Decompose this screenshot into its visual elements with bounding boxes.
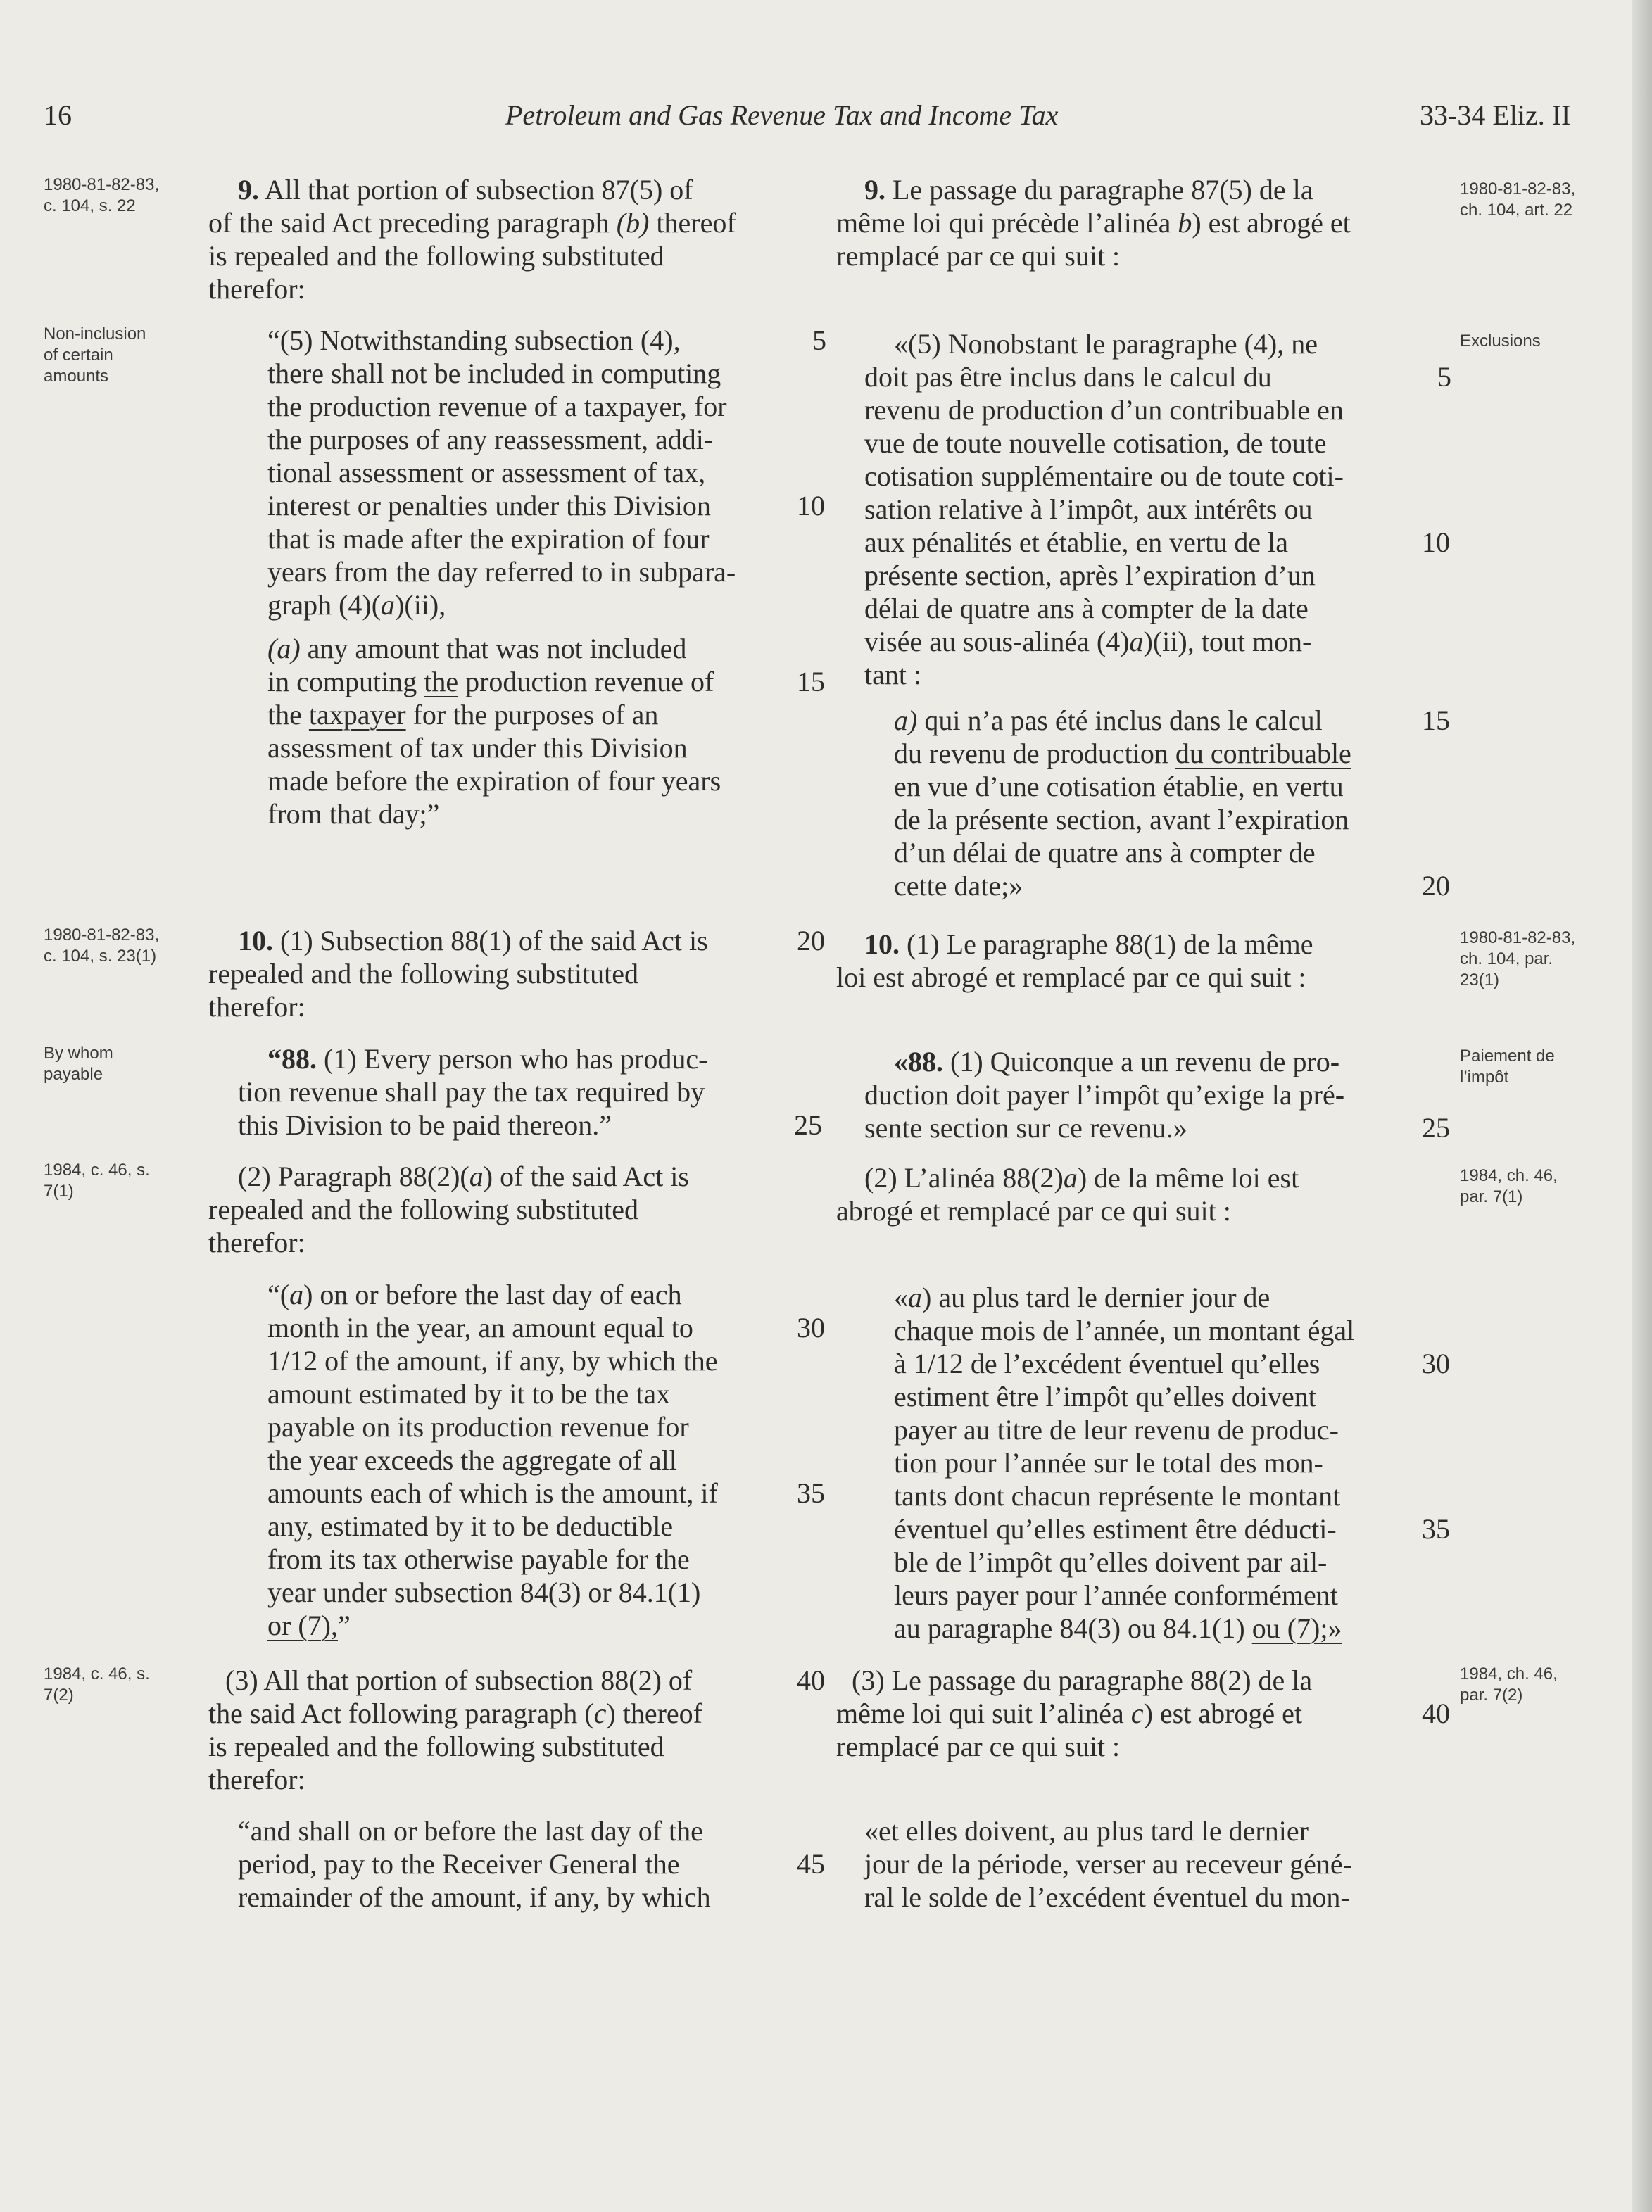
- text-line-en: therefor:: [208, 1227, 305, 1258]
- text-line-fr: tion pour l’année sur le total des mon-: [894, 1447, 1323, 1479]
- text-line-en: amounts each of which is the amount, if: [267, 1477, 718, 1509]
- subsection-2-en: (2) Paragraph 88(2)(a) of the said Act is: [238, 1161, 689, 1192]
- margin-note-fr: Paiement de l’impôt: [1460, 1047, 1555, 1087]
- text-line-fr: éventuel qu’elles estiment être déducti-: [894, 1513, 1337, 1545]
- line-number-en: 5: [812, 324, 826, 356]
- text-line-fr: tants dont chacun représente le montant: [894, 1480, 1341, 1512]
- line-number-fr: 20: [1422, 870, 1450, 902]
- text-line-fr: chaque mois de l’année, un montant égal: [894, 1315, 1355, 1346]
- text-line-fr: présente section, après l’expiration d’un: [864, 560, 1316, 591]
- text-line-fr: «(5) Nonobstant le paragraphe (4), ne: [894, 328, 1318, 360]
- text-line-en: the taxpayer for the purposes of an: [267, 699, 659, 731]
- text-line-en: 1/12 of the amount, if any, by which the: [267, 1345, 718, 1377]
- text-line-fr: visée au sous-alinéa (4)a)(ii), tout mon-: [864, 626, 1312, 657]
- text-line-fr: remplacé par ce qui suit :: [836, 240, 1121, 272]
- text-line-fr: cette date;»: [894, 870, 1023, 902]
- section-10-en: 10. (1) Subsection 88(1) of the said Act is: [238, 925, 708, 956]
- line-number-fr: 35: [1422, 1513, 1450, 1545]
- text-line-en: that is made after the expiration of four: [267, 523, 710, 555]
- regnal-year: 33-34 Eliz. II: [1420, 99, 1571, 131]
- text-line-en: amount estimated by it to be the tax: [267, 1378, 671, 1410]
- text-line-fr: sente section sur ce revenu.»: [864, 1112, 1187, 1144]
- text-line-en: the said Act following paragraph (c) thereof: [208, 1698, 702, 1729]
- text-line-fr: à 1/12 de l’excédent éventuel qu’elles: [894, 1348, 1320, 1379]
- line-number-en: 10: [797, 490, 825, 522]
- text-line-fr: du revenu de production du contribuable: [894, 738, 1351, 769]
- text-line-fr: en vue d’une cotisation établie, en vertu: [894, 771, 1344, 802]
- section-88-fr: «88. (1) Quiconque a un revenu de pro-: [894, 1046, 1340, 1077]
- line-number-en: 15: [797, 666, 825, 697]
- line-number-fr: 25: [1422, 1112, 1450, 1144]
- paragraph-a-fr: a) qui n’a pas été inclus dans le calcul: [894, 704, 1323, 736]
- text-line-en: period, pay to the Receiver General the: [238, 1848, 680, 1880]
- text-line-en: month in the year, an amount equal to: [267, 1312, 693, 1344]
- text-line-en: is repealed and the following substituted: [208, 240, 664, 272]
- text-line-en: graph (4)(a)(ii),: [267, 589, 446, 621]
- section-9-fr: 9. Le passage du paragraphe 87(5) de la: [864, 174, 1313, 206]
- margin-note-fr: 1984, ch. 46, par. 7(2): [1460, 1664, 1558, 1705]
- text-line-fr: ble de l’impôt qu’elles doivent par ail-: [894, 1546, 1328, 1578]
- text-line-en: therefor:: [208, 991, 305, 1023]
- text-line-en: interest or penalties under this Division: [267, 490, 711, 522]
- text-line-en: “and shall on or before the last day of the: [238, 1815, 703, 1847]
- text-line-fr: remplacé par ce qui suit :: [836, 1731, 1121, 1762]
- text-line-fr: duction doit payer l’impôt qu’exige la pré-: [864, 1079, 1345, 1111]
- text-line-en: any, estimated by it to be deductible: [267, 1510, 674, 1542]
- text-line-en: there shall not be included in computing: [267, 358, 721, 389]
- text-line-en: repealed and the following substituted: [208, 958, 638, 990]
- line-number-en: 20: [797, 925, 825, 956]
- text-line-en: payable on its production revenue for: [267, 1411, 689, 1443]
- text-line-fr: vue de toute nouvelle cotisation, de toute: [864, 427, 1327, 459]
- margin-note-en: 1980-81-82-83, c. 104, s. 22: [44, 175, 160, 215]
- line-number-fr: 15: [1422, 704, 1450, 736]
- paragraph-a-quote-en: “(a) on or before the last day of each: [267, 1279, 682, 1310]
- text-line-en: remainder of the amount, if any, by which: [238, 1881, 711, 1913]
- page-edge-shadow: [1632, 0, 1652, 2212]
- margin-note-en: 1980-81-82-83, c. 104, s. 23(1): [44, 925, 160, 966]
- text-line-en: this Division to be paid thereon.”: [238, 1109, 612, 1141]
- text-line-en: the year exceeds the aggregate of all: [267, 1444, 677, 1476]
- text-line-fr: estiment être l’impôt qu’elles doivent: [894, 1381, 1316, 1412]
- text-line-en: from its tax otherwise payable for the: [267, 1543, 690, 1575]
- paragraph-a-en: (a) any amount that was not included: [267, 633, 687, 664]
- margin-note-en: 1984, c. 46, s. 7(1): [44, 1161, 150, 1201]
- paragraph-a-quote-fr: «a) au plus tard le dernier jour de: [894, 1282, 1270, 1313]
- text-line-fr: même loi qui suit l’alinéa c) est abrogé et: [836, 1698, 1303, 1729]
- line-number-en: 30: [797, 1312, 825, 1344]
- text-line-fr: revenu de production d’un contribuable en: [864, 394, 1344, 426]
- text-line-fr: tant :: [864, 659, 922, 690]
- line-number-fr: 40: [1422, 1698, 1450, 1729]
- text-line-en: tional assessment or assessment of tax,: [267, 457, 706, 488]
- text-line-en: assessment of tax under this Division: [267, 732, 688, 764]
- margin-note-en: Non-inclusion of certain amounts: [44, 324, 146, 386]
- text-line-fr: abrogé et remplacé par ce qui suit :: [836, 1195, 1231, 1227]
- margin-note-en: By whom payable: [44, 1044, 113, 1084]
- text-line-en: is repealed and the following substituted: [208, 1731, 664, 1762]
- text-line-fr: sation relative à l’impôt, aux intérêts ou: [864, 493, 1313, 525]
- line-number-en: 45: [797, 1848, 825, 1880]
- text-line-fr: loi est abrogé et remplacé par ce qui suit :: [836, 961, 1306, 993]
- line-number-fr: 5: [1437, 361, 1451, 393]
- text-line-en: from that day;”: [267, 798, 440, 830]
- text-line-fr: «et elles doivent, au plus tard le dernier: [864, 1815, 1309, 1847]
- text-line-fr: doit pas être inclus dans le calcul du: [864, 361, 1272, 393]
- section-10-fr: 10. (1) Le paragraphe 88(1) de la même: [864, 928, 1313, 960]
- line-number-fr: 30: [1422, 1348, 1450, 1379]
- text-line-fr: payer au titre de leur revenu de produc-: [894, 1414, 1339, 1446]
- section-88-en: “88. (1) Every person who has produc-: [267, 1043, 708, 1075]
- text-line-fr: d’un délai de quatre ans à compter de: [894, 837, 1316, 868]
- text-line-en: tion revenue shall pay the tax required by: [238, 1076, 705, 1108]
- text-line-en: “(5) Notwithstanding subsection (4),: [267, 324, 681, 356]
- subsection-3-en: (3) All that portion of subsection 88(2) of: [225, 1664, 693, 1696]
- text-line-fr: même loi qui précède l’alinéa b) est abrogé et: [836, 207, 1351, 239]
- text-line-fr: de la présente section, avant l’expiration: [894, 804, 1349, 835]
- margin-note-en: 1984, c. 46, s. 7(2): [44, 1664, 150, 1705]
- text-line-en: made before the expiration of four years: [267, 765, 721, 797]
- subsection-3-fr: (3) Le passage du paragraphe 88(2) de la: [852, 1664, 1313, 1696]
- line-number-fr: 10: [1422, 526, 1450, 558]
- text-line-en: therefor:: [208, 273, 305, 305]
- line-number-en: 25: [794, 1109, 822, 1141]
- margin-note-fr: 1980-81-82-83, ch. 104, par. 23(1): [1460, 928, 1576, 990]
- text-line-en: the production revenue of a taxpayer, for: [267, 391, 727, 422]
- text-line-en: year under subsection 84(3) or 84.1(1): [267, 1576, 701, 1608]
- text-line-fr: au paragraphe 84(3) ou 84.1(1) ou (7);»: [894, 1612, 1342, 1644]
- margin-note-fr: Exclusions: [1460, 331, 1541, 350]
- text-line-en: therefor:: [208, 1764, 305, 1795]
- running-title: Petroleum and Gas Revenue Tax and Income Tax: [505, 99, 1059, 131]
- subsection-2-fr: (2) L’alinéa 88(2)a) de la même loi est: [864, 1162, 1299, 1194]
- line-number-en: 35: [797, 1477, 825, 1509]
- line-number-en: 40: [797, 1664, 825, 1696]
- text-line-en: of the said Act preceding paragraph (b) thereof: [208, 207, 736, 239]
- text-line-fr: aux pénalités et établie, en vertu de la: [864, 526, 1288, 558]
- text-line-en: the purposes of any reassessment, addi-: [267, 424, 714, 455]
- text-line-en: repealed and the following substituted: [208, 1194, 638, 1225]
- text-line-en: years from the day referred to in subpara-: [267, 556, 736, 588]
- margin-note-fr: 1984, ch. 46, par. 7(1): [1460, 1166, 1558, 1206]
- text-line-fr: cotisation supplémentaire ou de toute coti-: [864, 460, 1344, 492]
- text-line-en: in computing the production revenue of: [267, 666, 714, 697]
- section-9-en: 9. All that portion of subsection 87(5) of: [238, 174, 693, 206]
- page-number: 16: [44, 99, 72, 131]
- text-line-en: or (7),”: [267, 1610, 351, 1641]
- text-line-fr: délai de quatre ans à compter de la date: [864, 593, 1309, 624]
- text-line-fr: ral le solde de l’excédent éventuel du mon-: [864, 1881, 1350, 1913]
- margin-note-fr: 1980-81-82-83, ch. 104, art. 22: [1460, 179, 1576, 220]
- text-line-fr: leurs payer pour l’année conformément: [894, 1579, 1338, 1611]
- text-line-fr: jour de la période, verser au receveur géné-: [864, 1848, 1352, 1880]
